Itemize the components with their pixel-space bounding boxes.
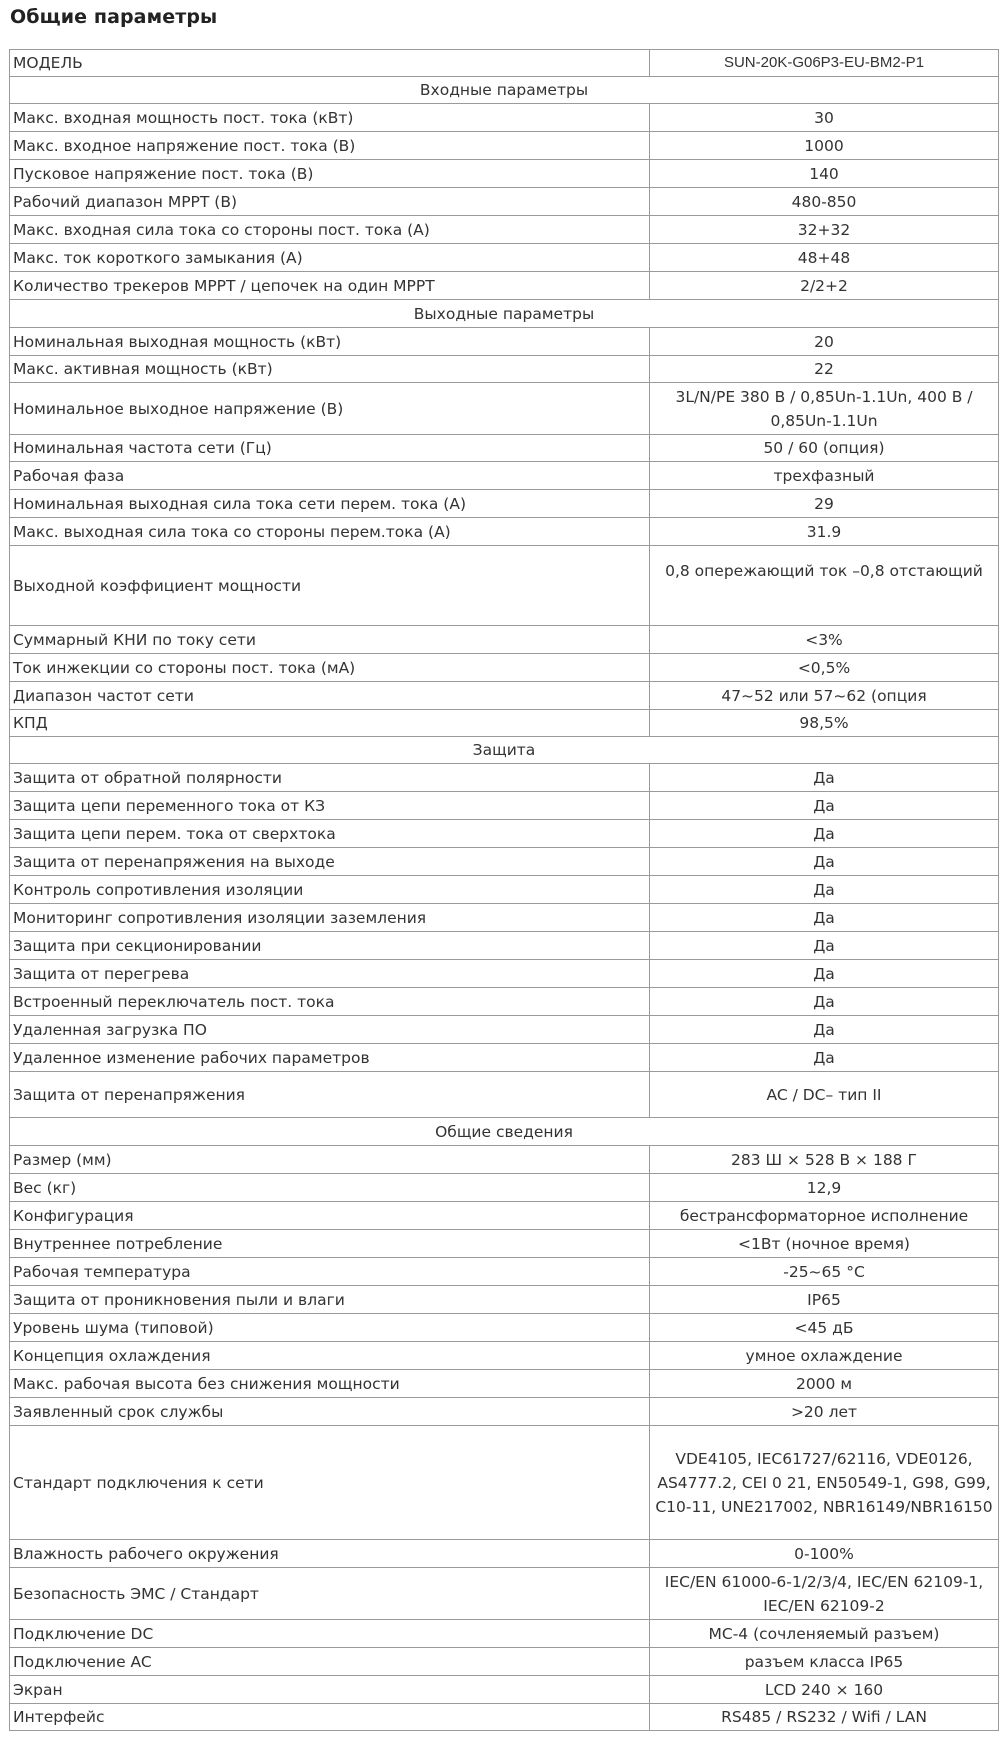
table-row (10, 848, 999, 876)
param-label: Уровень шума (типовой) (10, 1314, 650, 1342)
param-value: 32+32 (650, 216, 999, 244)
param-label: Количество трекеров MPPT / цепочек на один MPPT (10, 272, 650, 300)
param-label: Защита от проникновения пыли и влаги (10, 1286, 650, 1314)
param-value: IEC/EN 61000-6-1/2/3/4, IEC/EN 62109-1, IEC/EN 62109-2 (650, 1568, 999, 1620)
param-value: 0-100% (650, 1540, 999, 1568)
table-row (10, 710, 999, 737)
section-title: Защита (10, 737, 999, 764)
page-title: Общие параметры (10, 6, 218, 28)
param-label: Интерфейс (10, 1704, 650, 1731)
table-row (10, 820, 999, 848)
section-header-row (10, 77, 999, 104)
param-value: 2/2+2 (650, 272, 999, 300)
section-title: Входные параметры (10, 77, 999, 104)
table-row (10, 383, 999, 435)
param-value: бестрансформаторное исполнение (650, 1202, 999, 1230)
table-row (10, 435, 999, 462)
param-label: Конфигурация (10, 1202, 650, 1230)
table-row (10, 654, 999, 682)
table-row (10, 356, 999, 383)
param-value: 12,9 (650, 1174, 999, 1202)
param-value: 22 (650, 356, 999, 383)
param-label: КПД (10, 710, 650, 737)
table-row (10, 1286, 999, 1314)
param-label: Макс. активная мощность (кВт) (10, 356, 650, 383)
param-label: Номинальная выходная мощность (кВт) (10, 328, 650, 356)
table-row (10, 1676, 999, 1704)
table-row (10, 1044, 999, 1072)
param-value: трехфазный (650, 462, 999, 490)
table-row (10, 272, 999, 300)
param-value: <45 дБ (650, 1314, 999, 1342)
table-row (10, 1648, 999, 1676)
param-value: Да (650, 988, 999, 1016)
table-row (10, 1342, 999, 1370)
param-label: Мониторинг сопротивления изоляции заземления (10, 904, 650, 932)
param-value: 29 (650, 490, 999, 518)
param-label: Подключение AC (10, 1648, 650, 1676)
param-label: Макс. входная мощность пост. тока (кВт) (10, 104, 650, 132)
table-row (10, 1202, 999, 1230)
param-value: 1000 (650, 132, 999, 160)
param-value: 140 (650, 160, 999, 188)
param-label: Стандарт подключения к сети (10, 1426, 650, 1540)
param-label: Пусковое напряжение пост. тока (В) (10, 160, 650, 188)
table-row (10, 876, 999, 904)
table-row (10, 1426, 999, 1540)
param-label: Защита от перенапряжения на выходе (10, 848, 650, 876)
param-value: MC-4 (сочленяемый разъем) (650, 1620, 999, 1648)
table-row (10, 1704, 999, 1731)
section-header-row (10, 1118, 999, 1146)
param-value: 2000 м (650, 1370, 999, 1398)
param-value: 50 / 60 (опция) (650, 435, 999, 462)
table-row (10, 932, 999, 960)
param-label: Вес (кг) (10, 1174, 650, 1202)
table-row (10, 1258, 999, 1286)
param-label: МОДЕЛЬ (10, 50, 650, 77)
param-label: Безопасность ЭМС / Стандарт (10, 1568, 650, 1620)
table-row (10, 792, 999, 820)
table-row (10, 244, 999, 272)
param-label: Макс. выходная сила тока со стороны перем.тока (А) (10, 518, 650, 546)
param-label: Заявленный срок службы (10, 1398, 650, 1426)
param-label: Макс. рабочая высота без снижения мощности (10, 1370, 650, 1398)
section-title: Общие сведения (10, 1118, 999, 1146)
param-label: Суммарный КНИ по току сети (10, 626, 650, 654)
param-label: Макс. входное напряжение пост. тока (В) (10, 132, 650, 160)
param-value: 20 (650, 328, 999, 356)
param-label: Номинальная частота сети (Гц) (10, 435, 650, 462)
param-label: Контроль сопротивления изоляции (10, 876, 650, 904)
param-label: Диапазон частот сети (10, 682, 650, 710)
table-row (10, 1230, 999, 1258)
param-value: Да (650, 1044, 999, 1072)
table-row (10, 626, 999, 654)
param-value: Да (650, 792, 999, 820)
param-value: умное охлаждение (650, 1342, 999, 1370)
table-row (10, 490, 999, 518)
table-row (10, 462, 999, 490)
param-value: <3% (650, 626, 999, 654)
table-row (10, 546, 999, 626)
param-label: Рабочий диапазон MPPT (В) (10, 188, 650, 216)
table-row (10, 132, 999, 160)
param-value: 30 (650, 104, 999, 132)
param-value: Да (650, 820, 999, 848)
table-row (10, 988, 999, 1016)
param-value: Да (650, 876, 999, 904)
param-value: 480-850 (650, 188, 999, 216)
table-row (10, 328, 999, 356)
param-label: Внутреннее потребление (10, 1230, 650, 1258)
param-value: 283 Ш × 528 В × 188 Г (650, 1146, 999, 1174)
param-value: RS485 / RS232 / Wifi / LAN (650, 1704, 999, 1731)
param-value: разъем класса IP65 (650, 1648, 999, 1676)
table-row (10, 960, 999, 988)
specs-table (9, 49, 999, 1731)
table-row (10, 1568, 999, 1620)
param-value: 48+48 (650, 244, 999, 272)
table-row (10, 1072, 999, 1118)
param-value: LCD 240 × 160 (650, 1676, 999, 1704)
param-label: Удаленное изменение рабочих параметров (10, 1044, 650, 1072)
param-label: Рабочая фаза (10, 462, 650, 490)
param-value: 47~52 или 57~62 (опция (650, 682, 999, 710)
param-value: <1Вт (ночное время) (650, 1230, 999, 1258)
param-label: Защита цепи переменного тока от КЗ (10, 792, 650, 820)
param-label: Рабочая температура (10, 1258, 650, 1286)
table-row (10, 682, 999, 710)
param-value: SUN-20K-G06P3-EU-BM2-P1 (650, 50, 999, 77)
param-label: Размер (мм) (10, 1146, 650, 1174)
param-label: Защита от перегрева (10, 960, 650, 988)
param-value: AC / DC– тип II (650, 1072, 999, 1118)
param-label: Выходной коэффициент мощности (10, 546, 650, 626)
param-label: Защита от обратной полярности (10, 764, 650, 792)
param-value: Да (650, 1016, 999, 1044)
table-row (10, 160, 999, 188)
table-row (10, 1146, 999, 1174)
param-label: Влажность рабочего окружения (10, 1540, 650, 1568)
param-value: Да (650, 960, 999, 988)
param-value: 98,5% (650, 710, 999, 737)
table-row (10, 188, 999, 216)
param-value: VDE4105, IEC61727/62116, VDE0126, AS4777.2, CEI 0 21, EN50549-1, G98, G99, C10-11, UNE217002, NBR16149/NBR16150 (650, 1426, 999, 1540)
table-row (10, 50, 999, 77)
table-row (10, 904, 999, 932)
table-row (10, 1398, 999, 1426)
table-row (10, 764, 999, 792)
section-header-row (10, 737, 999, 764)
section-header-row (10, 300, 999, 328)
param-value: Да (650, 932, 999, 960)
table-row (10, 1016, 999, 1044)
param-value: 3L/N/PE 380 В / 0,85Un-1.1Un, 400 В / 0,85Un-1.1Un (650, 383, 999, 435)
table-row (10, 1540, 999, 1568)
param-label: Подключение DC (10, 1620, 650, 1648)
table-row (10, 518, 999, 546)
param-label: Удаленная загрузка ПО (10, 1016, 650, 1044)
param-label: Экран (10, 1676, 650, 1704)
param-label: Макс. входная сила тока со стороны пост. тока (А) (10, 216, 650, 244)
table-row (10, 216, 999, 244)
param-label: Встроенный переключатель пост. тока (10, 988, 650, 1016)
param-label: Ток инжекции со стороны пост. тока (мА) (10, 654, 650, 682)
param-label: Защита цепи перем. тока от сверхтока (10, 820, 650, 848)
param-value: Да (650, 904, 999, 932)
param-value: 0,8 опережающий ток –0,8 отстающий (650, 546, 999, 626)
param-value: -25~65 °C (650, 1258, 999, 1286)
param-label: Номинальное выходное напряжение (В) (10, 383, 650, 435)
param-label: Макс. ток короткого замыкания (А) (10, 244, 650, 272)
table-row (10, 1370, 999, 1398)
table-row (10, 104, 999, 132)
param-value: >20 лет (650, 1398, 999, 1426)
param-value: <0,5% (650, 654, 999, 682)
specs-table-body (10, 50, 999, 1731)
param-value: Да (650, 764, 999, 792)
table-row (10, 1174, 999, 1202)
param-label: Номинальная выходная сила тока сети перем. тока (А) (10, 490, 650, 518)
table-row (10, 1314, 999, 1342)
section-title: Выходные параметры (10, 300, 999, 328)
param-value: Да (650, 848, 999, 876)
param-value: 31.9 (650, 518, 999, 546)
param-label: Защита от перенапряжения (10, 1072, 650, 1118)
param-value: IP65 (650, 1286, 999, 1314)
table-row (10, 1620, 999, 1648)
param-label: Защита при секционировании (10, 932, 650, 960)
param-label: Концепция охлаждения (10, 1342, 650, 1370)
